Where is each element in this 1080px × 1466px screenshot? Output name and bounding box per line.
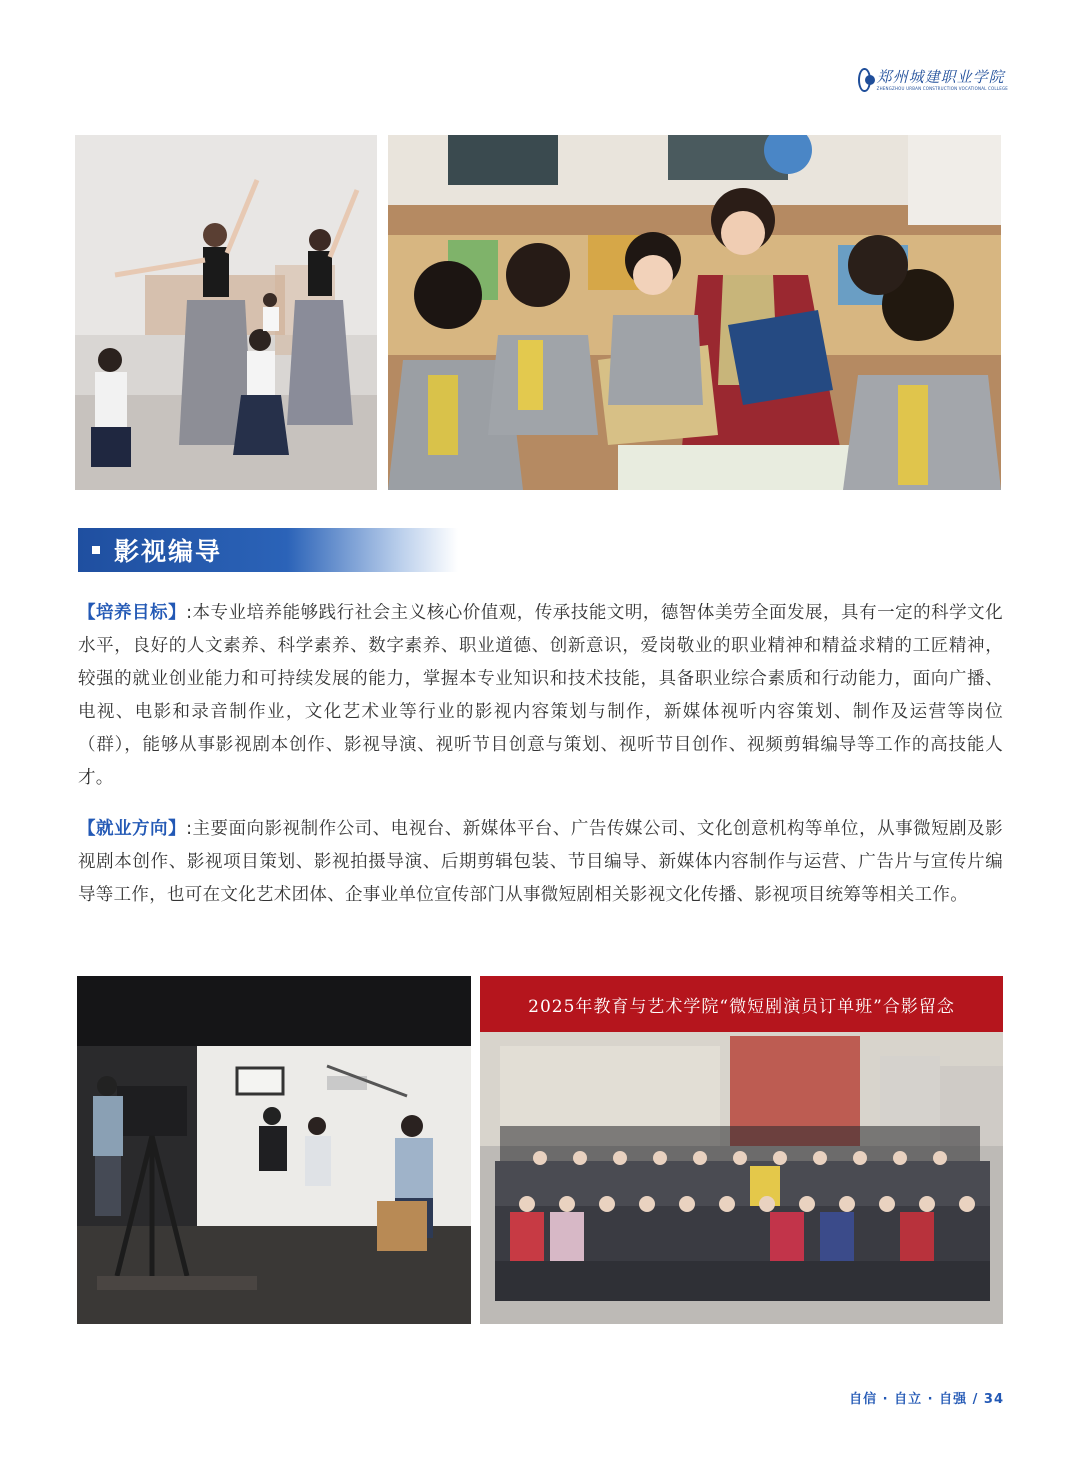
logo-name: 郑州城建职业学院 — [876, 67, 1005, 86]
training-goal-tag: 【培养目标】 — [78, 603, 187, 623]
group-photo — [480, 976, 1003, 1324]
page-footer: 自信 · 自立 · 自强 / 34 — [849, 1392, 1004, 1407]
group-photo-banner: 2025年教育与艺术学院“微短剧演员订单班”合影留念 — [480, 976, 1003, 1032]
film-studio-photo — [77, 976, 471, 1324]
logo-english: ZHENGZHOU URBAN CONSTRUCTION VOCATIONAL COLLEGE — [876, 85, 1008, 91]
college-logo — [858, 62, 1008, 98]
section-title: 影视编导 — [114, 537, 223, 566]
training-goal-text: :本专业培养能够践行社会主义核心价值观，传承技能文明，德智体美劳全面发展，具有一定的科学文化水平，良好的人文素养、科学素养、数字素养、职业道德、创新意识，爱岗敬业的职业精神和精益求精的工匠精神，较强的就业创业能力和可持续发展的能力，掌握本专业知识和技术技能，具备职业综合素质和行动能力，面向广播、电视、电影和录音制作业，文化艺术业等行业的影视内容策划与制作，新媒体视听内容策划、制作及运营等岗位（群），能够从事影视剧本创作、影视导演、视听节目创意与策划、视听节目创作、视频剪辑编导等工作的高技能人才。 — [78, 603, 1003, 788]
dance-class-photo — [75, 135, 377, 490]
career-direction-text: :主要面向影视制作公司、电视台、新媒体平台、广告传媒公司、文化创意机构等单位，从事微短剧及影视剧本创作、影视项目策划、影视拍摄导演、后期剪辑包装、节目编导、新媒体内容制作与运营、广告片与宣传片编导等工作，也可在文化艺术团体、企事业单位宣传部门从事微短剧相关影视文化传播、影视项目统筹等相关工作。 — [78, 819, 1003, 905]
reading-class-photo — [388, 135, 1001, 490]
training-goal-paragraph — [78, 597, 1003, 795]
section-bullet-icon — [92, 546, 100, 554]
section-header — [78, 528, 458, 572]
career-direction-paragraph — [78, 813, 1003, 912]
college-emblem-icon — [858, 68, 871, 92]
career-direction-tag: 【就业方向】 — [78, 819, 187, 839]
